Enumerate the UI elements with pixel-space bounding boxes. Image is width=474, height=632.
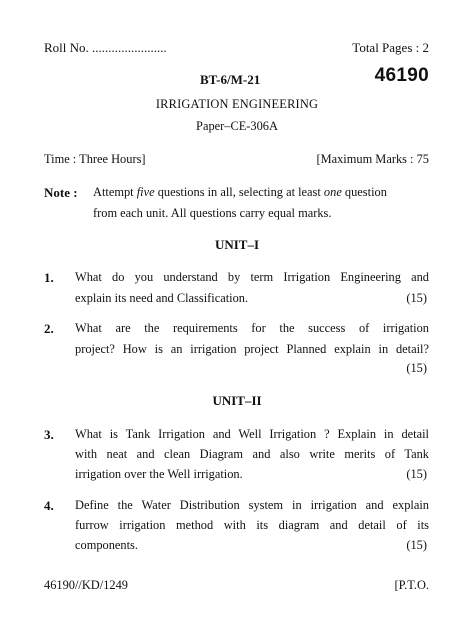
footer-code: 46190//KD/1249 (44, 578, 128, 592)
question-marks: (15) (406, 538, 427, 552)
question-number: 4. (44, 498, 54, 513)
note-line-2: from each unit. All questions carry equal marks. (93, 206, 332, 220)
note-line-1 (93, 185, 387, 200)
question-text: What are the requirements for the success of irrigation (75, 321, 429, 335)
note-text: Attempt (93, 185, 137, 199)
question-text: explain its need and Classification. (75, 291, 249, 305)
question-text: components. (75, 538, 138, 552)
note-emphasis: one (323, 185, 342, 199)
question-marks: (15) (406, 361, 427, 375)
question-text: project? How is an irrigation project Planned explain in detail? (75, 342, 429, 356)
question-text: What is Tank Irrigation and Well Irrigation ? Explain in detail (75, 427, 429, 441)
question-text: What do you understand by term Irrigation Engineering and (75, 270, 429, 284)
maximum-marks: [Maximum Marks : 75 (316, 152, 429, 166)
question-text: furrow irrigation method with its diagram and detail of its (75, 518, 429, 532)
exam-duration: Time : Three Hours] (44, 152, 146, 166)
question-text: with neat and clean Diagram and also write merits of Tank (75, 447, 429, 461)
paper-number: 46190 (374, 65, 429, 86)
paper-code: Paper–CE-306A (196, 119, 278, 133)
page-turn-indicator: [P.T.O. (394, 578, 429, 592)
question-number: 1. (44, 270, 54, 285)
question-marks: (15) (406, 467, 427, 481)
note-emphasis: five (136, 185, 155, 199)
question-number: 3. (44, 427, 54, 442)
question-text: irrigation over the Well irrigation. (75, 467, 243, 481)
unit-heading: UNIT–I (214, 237, 260, 252)
question-number: 2. (44, 321, 54, 336)
exam-code: BT-6/M-21 (200, 72, 261, 87)
unit-heading: UNIT–II (212, 393, 262, 408)
note-text: questions in all, selecting at least (154, 185, 324, 199)
note-label: Note : (44, 185, 78, 200)
note-text: question (341, 185, 387, 199)
total-pages: Total Pages : 2 (352, 40, 429, 55)
roll-number-field: Roll No. ....................... (44, 40, 167, 55)
subject-title: IRRIGATION ENGINEERING (155, 97, 319, 111)
question-text: Define the Water Distribution system in irrigation and explain (75, 498, 429, 512)
question-marks: (15) (406, 291, 427, 305)
